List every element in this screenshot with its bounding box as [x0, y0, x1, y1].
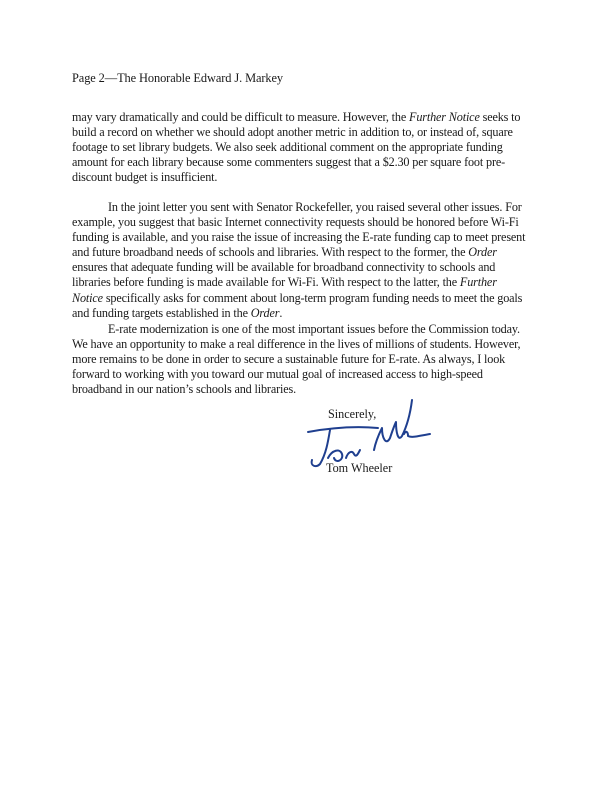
- italic-title: Further Notice: [409, 110, 480, 124]
- paragraph-library-budgets: [72, 110, 542, 185]
- italic-title: Notice: [72, 290, 103, 305]
- closing-salutation: Sincerely,: [328, 407, 377, 421]
- text-line: [72, 110, 542, 125]
- text-line: We have an opportunity to make a real difference in the lives of millions of students. However,: [72, 337, 521, 352]
- text-line: [72, 306, 542, 321]
- text-line: forward to working with you toward our mutual goal of increased access to high-speed: [72, 367, 483, 382]
- text-run: seeks to: [479, 110, 521, 124]
- text-line: E-rate modernization is one of the most important issues before the Commission today.: [108, 322, 520, 336]
- text-run: and future broadband needs of schools and libraries. With respect to the former, the: [72, 245, 469, 260]
- text-run: and funding targets established in the: [72, 305, 251, 320]
- text-line: funding is available, and you raise the issue of increasing the E-rate funding cap to meet present: [72, 230, 526, 245]
- italic-title: Further: [459, 275, 497, 290]
- paragraph-e-rate-modernization: [72, 322, 542, 397]
- text-line: discount budget is insufficient.: [72, 170, 218, 185]
- text-line: [72, 275, 542, 290]
- text-line: example, you suggest that basic Internet connectivity requests should be honored before Wi-Fi: [72, 215, 519, 230]
- text-line: [72, 291, 542, 306]
- text-run: .: [279, 305, 283, 320]
- text-run: may vary dramatically and could be difficult to measure. However, the: [72, 110, 410, 124]
- text-line: more remains to be done in order to secure a sustainable future for E-rate. As always, I look: [72, 352, 506, 367]
- page-header: Page 2—The Honorable Edward J. Markey: [72, 71, 284, 85]
- text-line: broadband in our nation’s schools and libraries.: [72, 382, 296, 397]
- paragraph-joint-letter: [72, 200, 542, 321]
- text-line: [72, 245, 542, 260]
- handwritten-signature: [300, 392, 440, 472]
- text-line: build a record on whether we should adopt another metric in addition to, or instead of, square: [72, 125, 513, 140]
- text-line: amount for each library because some commenters suggest that a $2.30 per square foot pre-: [72, 155, 506, 170]
- italic-title: Order: [250, 305, 280, 320]
- text-run: specifically asks for comment about long-term program funding needs to meet the goals: [102, 290, 523, 305]
- text-line: ensures that adequate funding will be available for broadband connectivity to schools and: [72, 260, 496, 275]
- italic-title: Order: [468, 245, 497, 260]
- signer-name: Tom Wheeler: [326, 461, 393, 475]
- text-line: In the joint letter you sent with Senator Rockefeller, you raised several other issues. For: [108, 200, 522, 214]
- text-run: libraries before funding is made available for Wi-Fi. With respect to the latter, the: [72, 275, 460, 290]
- text-line: footage to set library budgets. We also seek additional comment on the appropriate funding: [72, 140, 503, 155]
